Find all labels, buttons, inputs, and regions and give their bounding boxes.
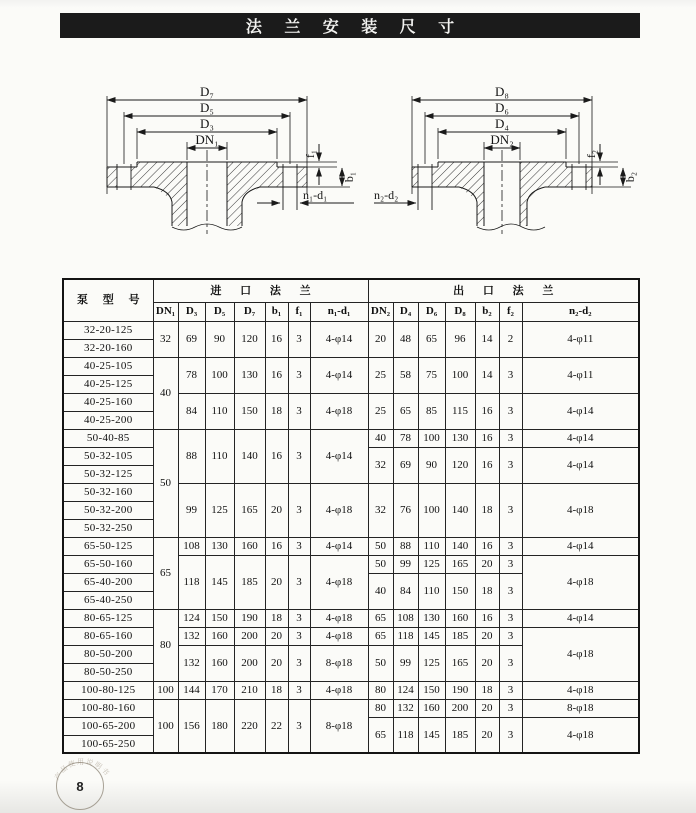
stamp-character: 明: [92, 761, 103, 772]
dimension-cell: 88: [393, 537, 418, 555]
dimension-cell: 4-φ14: [522, 537, 639, 555]
dimension-cell: 20: [475, 627, 499, 645]
dimension-cell: 160: [205, 627, 234, 645]
dimension-cell: 125: [418, 645, 445, 681]
pump-model-cell: 50-40-85: [63, 429, 153, 447]
dimension-cell: 99: [178, 483, 205, 537]
dimension-cell: 32: [368, 483, 393, 537]
stamp-character: 用: [77, 759, 84, 766]
outlet-flange-group-header: 出 口 法 兰: [368, 279, 639, 302]
inlet-flange-diagram: [92, 74, 362, 239]
dimension-cell: 120: [445, 447, 475, 483]
pump-model-cell: 40-25-105: [63, 357, 153, 375]
dimension-cell: 16: [475, 393, 499, 429]
dimension-cell: 50: [153, 429, 178, 537]
dimension-cell: 3: [288, 429, 310, 483]
dimension-cell: 50: [368, 537, 393, 555]
dimension-cell: 20: [265, 483, 288, 537]
dimension-cell: 90: [205, 321, 234, 357]
dimension-cell: 3: [499, 483, 522, 537]
dimension-cell: 4-φ14: [310, 357, 368, 393]
dimension-cell: 130: [205, 537, 234, 555]
dimension-cell: 100: [153, 681, 178, 699]
dimension-cell: 4-φ14: [310, 537, 368, 555]
dimension-cell: 145: [418, 717, 445, 753]
dimension-cell: 3: [288, 537, 310, 555]
dimension-cell: 99: [393, 555, 418, 573]
column-header: n₂-d₂: [522, 302, 639, 321]
dimension-cell: 65: [368, 627, 393, 645]
dimension-cell: 16: [265, 537, 288, 555]
dimension-cell: 140: [234, 429, 265, 483]
dimension-cell: 145: [205, 555, 234, 609]
dimension-cell: 8-φ18: [310, 699, 368, 753]
dimension-cell: 78: [393, 429, 418, 447]
pump-model-cell: 80-65-160: [63, 627, 153, 645]
dimension-cell: 20: [265, 645, 288, 681]
table-row: [63, 699, 639, 717]
dimension-cell: 40: [368, 429, 393, 447]
dimension-cell: 8-φ18: [310, 645, 368, 681]
dimension-cell: 16: [265, 357, 288, 393]
inlet-flange-section: [107, 96, 354, 234]
dimension-cell: 4-φ18: [310, 627, 368, 645]
dimension-cell: 69: [178, 321, 205, 357]
column-header: D₅: [205, 302, 234, 321]
column-header: f₂: [499, 302, 522, 321]
dimension-cell: 165: [445, 645, 475, 681]
dimension-cell: 14: [475, 321, 499, 357]
dimension-cell: 160: [234, 537, 265, 555]
dimension-cell: 4-φ18: [310, 681, 368, 699]
dimension-cell: 130: [445, 429, 475, 447]
column-header: f₁: [288, 302, 310, 321]
dim-label-n2d2: n₂-d₂: [374, 188, 399, 202]
dimension-cell: 200: [445, 699, 475, 717]
dimension-cell: 110: [205, 429, 234, 483]
dimension-cell: 2: [499, 321, 522, 357]
pump-model-cell: 32-20-125: [63, 321, 153, 339]
dim-label-n1d1: n₁-d₁: [303, 188, 328, 202]
dimension-cell: 160: [418, 699, 445, 717]
column-header: D₆: [418, 302, 445, 321]
dimension-cell: 100: [418, 483, 445, 537]
dimension-cell: 108: [178, 537, 205, 555]
dimension-cell: 78: [178, 357, 205, 393]
dimension-cell: 80: [368, 681, 393, 699]
dimension-cell: 3: [288, 483, 310, 537]
dim-label-d8: D₈: [495, 84, 509, 99]
table-row: [63, 357, 639, 375]
stamp-character: 说: [85, 758, 94, 768]
dimension-cell: 100: [445, 357, 475, 393]
dimension-cell: 40: [153, 357, 178, 429]
dimension-cell: 4-φ11: [522, 357, 639, 393]
stamp-character: 书: [99, 766, 110, 777]
dimension-cell: 25: [368, 393, 393, 429]
dimension-cell: 18: [265, 393, 288, 429]
dim-label-b1: b₁: [342, 171, 356, 183]
dimension-cell: 4-φ18: [522, 555, 639, 609]
dimension-cell: 4-φ14: [522, 393, 639, 429]
dimension-cell: 18: [265, 681, 288, 699]
dimension-cell: 170: [205, 681, 234, 699]
dimension-cell: 18: [265, 609, 288, 627]
dimension-cell: 124: [393, 681, 418, 699]
table-row: [63, 321, 639, 339]
dimension-cell: 3: [288, 681, 310, 699]
table-group-header-row: [63, 279, 639, 302]
pump-model-cell: 100-65-250: [63, 735, 153, 753]
dimension-cell: 99: [393, 645, 418, 681]
dimension-cell: 88: [178, 429, 205, 483]
dimension-cell: 96: [445, 321, 475, 357]
pump-model-cell: 100-65-200: [63, 717, 153, 735]
dim-label-dn2: DN₂: [490, 132, 514, 147]
table-row: [63, 537, 639, 555]
table-row: [63, 609, 639, 627]
dimension-cell: 3: [499, 393, 522, 429]
dimension-cell: 108: [393, 609, 418, 627]
dimension-cell: 150: [418, 681, 445, 699]
table-row: [63, 627, 639, 645]
dimension-cell: 76: [393, 483, 418, 537]
dimension-cell: 3: [288, 393, 310, 429]
dimension-cell: 16: [475, 537, 499, 555]
dimension-cell: 14: [475, 357, 499, 393]
dimension-cell: 200: [234, 627, 265, 645]
dimension-cell: 118: [393, 627, 418, 645]
dimension-cell: 50: [368, 645, 393, 681]
dimension-cell: 124: [178, 609, 205, 627]
dimension-cell: 32: [368, 447, 393, 483]
dimension-cell: 140: [445, 483, 475, 537]
dimension-cell: 3: [499, 627, 522, 645]
pump-model-cell: 40-25-200: [63, 411, 153, 429]
pump-model-header: 泵 型 号: [63, 279, 153, 321]
column-header: DN₂: [368, 302, 393, 321]
pump-model-cell: 32-20-160: [63, 339, 153, 357]
dimension-cell: 75: [418, 357, 445, 393]
dimension-cell: 3: [499, 609, 522, 627]
dimension-cell: 3: [499, 555, 522, 573]
dimension-cell: 20: [475, 699, 499, 717]
dimension-cell: 156: [178, 699, 205, 753]
dimension-cell: 3: [499, 645, 522, 681]
column-header: D₄: [393, 302, 418, 321]
dimension-cell: 69: [393, 447, 418, 483]
dimension-cell: 40: [368, 573, 393, 609]
dim-label-f1: f₁: [303, 149, 317, 159]
dim-label-d5: D₅: [200, 100, 214, 115]
title-banner: [60, 13, 640, 38]
dimension-cell: 110: [418, 537, 445, 555]
flange-dimension-table: [62, 278, 640, 754]
dimension-cell: 4-φ14: [310, 429, 368, 483]
dimension-cell: 3: [288, 555, 310, 609]
stamp-character: 品: [59, 764, 70, 775]
dimension-cell: 48: [393, 321, 418, 357]
column-header: b₁: [265, 302, 288, 321]
dimension-cell: 4-φ14: [522, 429, 639, 447]
dimension-cell: 90: [418, 447, 445, 483]
dimension-cell: 118: [178, 555, 205, 609]
dimension-cell: 4-φ18: [522, 717, 639, 753]
page-number: 8: [76, 778, 84, 794]
dimension-cell: 210: [234, 681, 265, 699]
inlet-flange-group-header: 进 口 法 兰: [153, 279, 368, 302]
pump-model-cell: 50-32-105: [63, 447, 153, 465]
dimension-cell: 16: [265, 321, 288, 357]
column-header: D₇: [234, 302, 265, 321]
dim-label-b2: b₂: [623, 171, 637, 183]
dimension-cell: 100: [153, 699, 178, 753]
column-header: b₂: [475, 302, 499, 321]
dimension-cell: 3: [288, 357, 310, 393]
dimension-cell: 190: [234, 609, 265, 627]
dimension-cell: 16: [265, 429, 288, 483]
dimension-cell: 132: [393, 699, 418, 717]
dim-label-d7: D₇: [200, 84, 214, 99]
table-row: [63, 429, 639, 447]
stamp-character: 使: [67, 760, 77, 770]
dimension-cell: 220: [234, 699, 265, 753]
dimension-cell: 22: [265, 699, 288, 753]
dimension-cell: 200: [234, 645, 265, 681]
dimension-cell: 20: [368, 321, 393, 357]
dimension-cell: 3: [288, 321, 310, 357]
dimension-cell: 3: [499, 537, 522, 555]
dimension-cell: 65: [418, 321, 445, 357]
pump-model-cell: 65-40-200: [63, 573, 153, 591]
dimension-cell: 118: [393, 717, 418, 753]
dimension-cell: 20: [265, 627, 288, 645]
dimension-cell: 160: [445, 609, 475, 627]
dimension-cell: 20: [265, 555, 288, 609]
dimension-cell: 125: [418, 555, 445, 573]
dimension-cell: 32: [153, 321, 178, 357]
dimension-cell: 84: [178, 393, 205, 429]
dim-label-d3: D₃: [200, 116, 214, 131]
column-header: DN₁: [153, 302, 178, 321]
table-row: [63, 393, 639, 411]
dimension-cell: 20: [475, 717, 499, 753]
pump-model-cell: 50-32-125: [63, 465, 153, 483]
dimension-cell: 4-φ18: [522, 627, 639, 681]
dimension-cell: 3: [499, 699, 522, 717]
dimension-cell: 80: [368, 699, 393, 717]
outlet-flange-diagram: [372, 74, 642, 239]
dimension-cell: 85: [418, 393, 445, 429]
dimension-cell: 185: [445, 627, 475, 645]
dimension-cell: 18: [475, 483, 499, 537]
pump-model-cell: 100-80-125: [63, 681, 153, 699]
dimension-cell: 150: [234, 393, 265, 429]
column-header: D₈: [445, 302, 475, 321]
dimension-cell: 4-φ18: [310, 609, 368, 627]
dimension-cell: 3: [499, 681, 522, 699]
dimension-cell: 4-φ14: [310, 321, 368, 357]
dimension-cell: 3: [288, 645, 310, 681]
dimension-cell: 3: [499, 357, 522, 393]
dimension-cell: 65: [153, 537, 178, 609]
dimension-cell: 165: [445, 555, 475, 573]
table-row: [63, 483, 639, 501]
dimension-cell: 8-φ18: [522, 699, 639, 717]
dimension-cell: 4-φ18: [310, 393, 368, 429]
dimension-cell: 132: [178, 627, 205, 645]
dimension-cell: 4-φ18: [310, 483, 368, 537]
dim-label-f2: f₂: [584, 149, 598, 159]
dim-label-dn1: DN₁: [195, 132, 219, 147]
dimension-cell: 130: [418, 609, 445, 627]
dimension-cell: 132: [178, 645, 205, 681]
dimension-cell: 4-φ18: [522, 681, 639, 699]
dimension-cell: 145: [418, 627, 445, 645]
dimension-cell: 16: [475, 429, 499, 447]
pump-model-cell: 65-50-125: [63, 537, 153, 555]
pump-model-cell: 65-50-160: [63, 555, 153, 573]
pump-model-cell: 40-25-125: [63, 375, 153, 393]
dimension-cell: 150: [205, 609, 234, 627]
dimension-cell: 18: [475, 681, 499, 699]
dimension-cell: 185: [445, 717, 475, 753]
dimension-cell: 3: [288, 609, 310, 627]
dimension-cell: 3: [288, 699, 310, 753]
dimension-cell: 115: [445, 393, 475, 429]
dimension-cell: 4-φ14: [522, 447, 639, 483]
dimension-cell: 84: [393, 573, 418, 609]
pump-model-cell: 80-65-125: [63, 609, 153, 627]
dimension-cell: 4-φ18: [310, 555, 368, 609]
dimension-cell: 160: [205, 645, 234, 681]
dim-label-d4: D₄: [495, 116, 509, 131]
dimension-cell: 65: [368, 609, 393, 627]
stamp-character: 产: [53, 771, 64, 782]
dimension-cell: 130: [234, 357, 265, 393]
dimension-cell: 3: [499, 447, 522, 483]
dimension-cell: 80: [153, 609, 178, 681]
dim-label-d6: D₆: [495, 100, 509, 115]
dimension-cell: 185: [234, 555, 265, 609]
dimension-cell: 3: [499, 573, 522, 609]
dimension-cell: 20: [475, 645, 499, 681]
dimension-cell: 58: [393, 357, 418, 393]
dimension-cell: 65: [368, 717, 393, 753]
dimension-cell: 100: [205, 357, 234, 393]
dimension-cell: 18: [475, 573, 499, 609]
dimension-cell: 50: [368, 555, 393, 573]
dimension-cell: 20: [475, 555, 499, 573]
dimension-cell: 144: [178, 681, 205, 699]
dimension-cell: 120: [234, 321, 265, 357]
dimension-cell: 165: [234, 483, 265, 537]
page-title: 法 兰 安 装 尺 寸: [245, 19, 464, 36]
dimension-cell: 100: [418, 429, 445, 447]
dimension-cell: 190: [445, 681, 475, 699]
dimension-cell: 3: [499, 429, 522, 447]
dimension-cell: 140: [445, 537, 475, 555]
pump-model-cell: 100-80-160: [63, 699, 153, 717]
dimension-cell: 4-φ18: [522, 483, 639, 537]
dimension-cell: 150: [445, 573, 475, 609]
dimension-cell: 125: [205, 483, 234, 537]
pump-model-cell: 50-32-200: [63, 501, 153, 519]
dimension-cell: 110: [205, 393, 234, 429]
pump-model-cell: 40-25-160: [63, 393, 153, 411]
dimension-cell: 16: [475, 609, 499, 627]
column-header: n₁-d₁: [310, 302, 368, 321]
dimension-cell: 3: [499, 717, 522, 753]
dimension-cell: 65: [393, 393, 418, 429]
dimension-cell: 4-φ11: [522, 321, 639, 357]
pump-model-cell: 50-32-250: [63, 519, 153, 537]
table-row: [63, 681, 639, 699]
dimension-cell: 3: [288, 627, 310, 645]
pump-model-cell: 65-40-250: [63, 591, 153, 609]
dimension-cell: 25: [368, 357, 393, 393]
dimension-cell: 110: [418, 573, 445, 609]
pump-model-cell: 50-32-160: [63, 483, 153, 501]
dimension-cell: 4-φ14: [522, 609, 639, 627]
pump-model-cell: 80-50-200: [63, 645, 153, 663]
dimension-cell: 16: [475, 447, 499, 483]
pump-model-cell: 80-50-250: [63, 663, 153, 681]
column-header: D₃: [178, 302, 205, 321]
dimension-cell: 180: [205, 699, 234, 753]
table-row: [63, 555, 639, 573]
